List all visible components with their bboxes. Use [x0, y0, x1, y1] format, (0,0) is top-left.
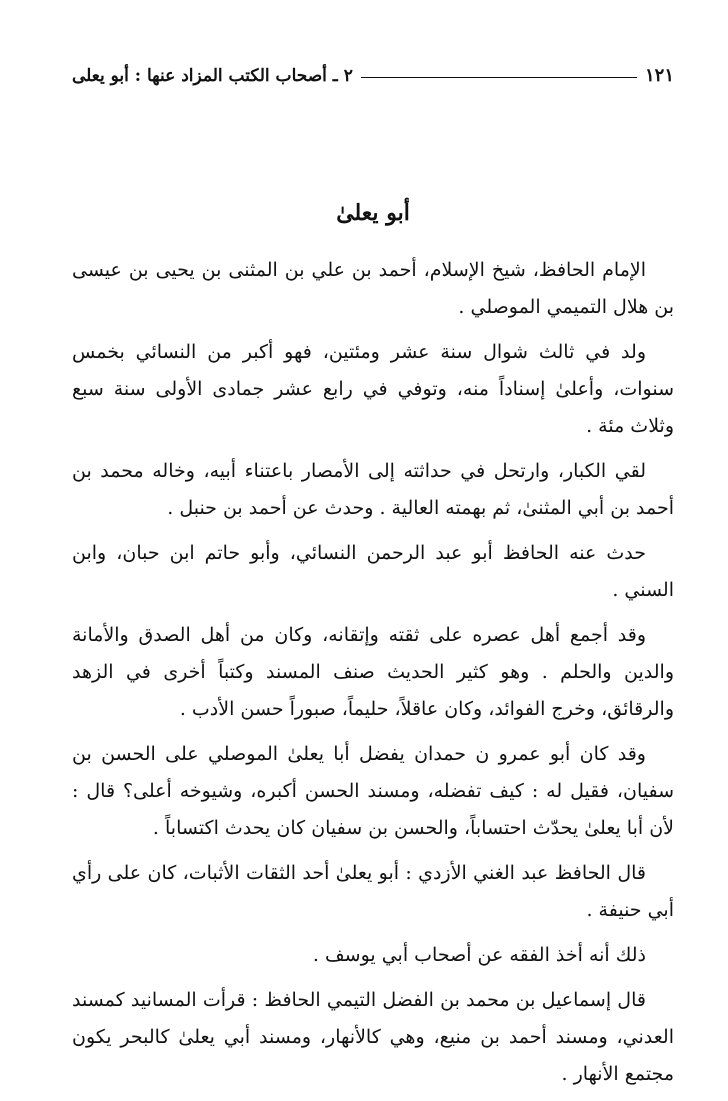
paragraph-travels: لقي الكبار، وارتحل في حداثته إلى الأمصار باعتناء أبيه، وخاله محمد بن أحمد بن أبي المثنىٰ، ثم بهمته العالية . وحدث عن أحمد بن حنبل . [72, 460, 674, 519]
page-number: ١٢١ [644, 65, 674, 86]
paragraph-azdi-quote: قال الحافظ عبد الغني الأزدي : أبو يعلىٰ أحد الثقات الأثبات، كان على رأي أبي حنيفة . [72, 862, 674, 921]
header-rule [361, 77, 637, 78]
biography-text [72, 252, 674, 1101]
paragraph-preference: وقد كان أبو عمرو ن حمدان يفضل أبا يعلىٰ الموصلي على الحسن بن سفيان، فقيل له : كيف تفضله، ومسند الحسن أكبره، وشيوخه أعلى؟ قال : لأن أبا يعلىٰ يحدّث احتساباً، والحسن بن سفيان كان يحدث اكتساباً . [72, 743, 674, 839]
paragraph-reliability: وقد أجمع أهل عصره على ثقته وإتقانه، وكان من أهل الصدق والأمانة والدين والحلم . وهو كثير الحديث صنف المسند وكتباً أخرى في الزهد والرقائق، وخرج الفوائد، وكان عاقلاً، حليماً، صبوراً حسن الأدب . [72, 624, 674, 720]
paragraph-fiqh: ذلك أنه أخذ الفقه عن أصحاب أبي يوسف . [312, 944, 646, 966]
paragraph-taymi-quote: قال إسماعيل بن محمد بن الفضل التيمي الحافظ : قرأت المسانيد كمسند العدني، ومسند أحمد بن منيع، وهي كالأنهار، ومسند أبي يعلىٰ كالبحر يكون مجتمع الأنهار . [72, 989, 674, 1085]
paragraph-lineage: الإمام الحافظ، شيخ الإسلام، أحمد بن علي بن المثنى بن يحيى بن عيسى بن هلال التميمي الموصلي . [72, 259, 674, 318]
running-header [72, 52, 674, 86]
paragraph-birth-death: ولد في ثالث شوال سنة عشر ومئتين، فهو أكبر من النسائي بخمس سنوات، وأعلىٰ إسناداً منه، وتوفي في رابع عشر جمادى الأولى سنة سبع وثلاث مئة . [72, 341, 674, 437]
running-title: ٢ ـ أصحاب الكتب المزاد عنها : أبو يعلى [72, 66, 353, 86]
section-title: أبو يعلىٰ [336, 200, 410, 226]
paragraph-students: حدث عنه الحافظ أبو عبد الرحمن النسائي، وأبو حاتم ابن حبان، وابن السني . [72, 542, 674, 601]
